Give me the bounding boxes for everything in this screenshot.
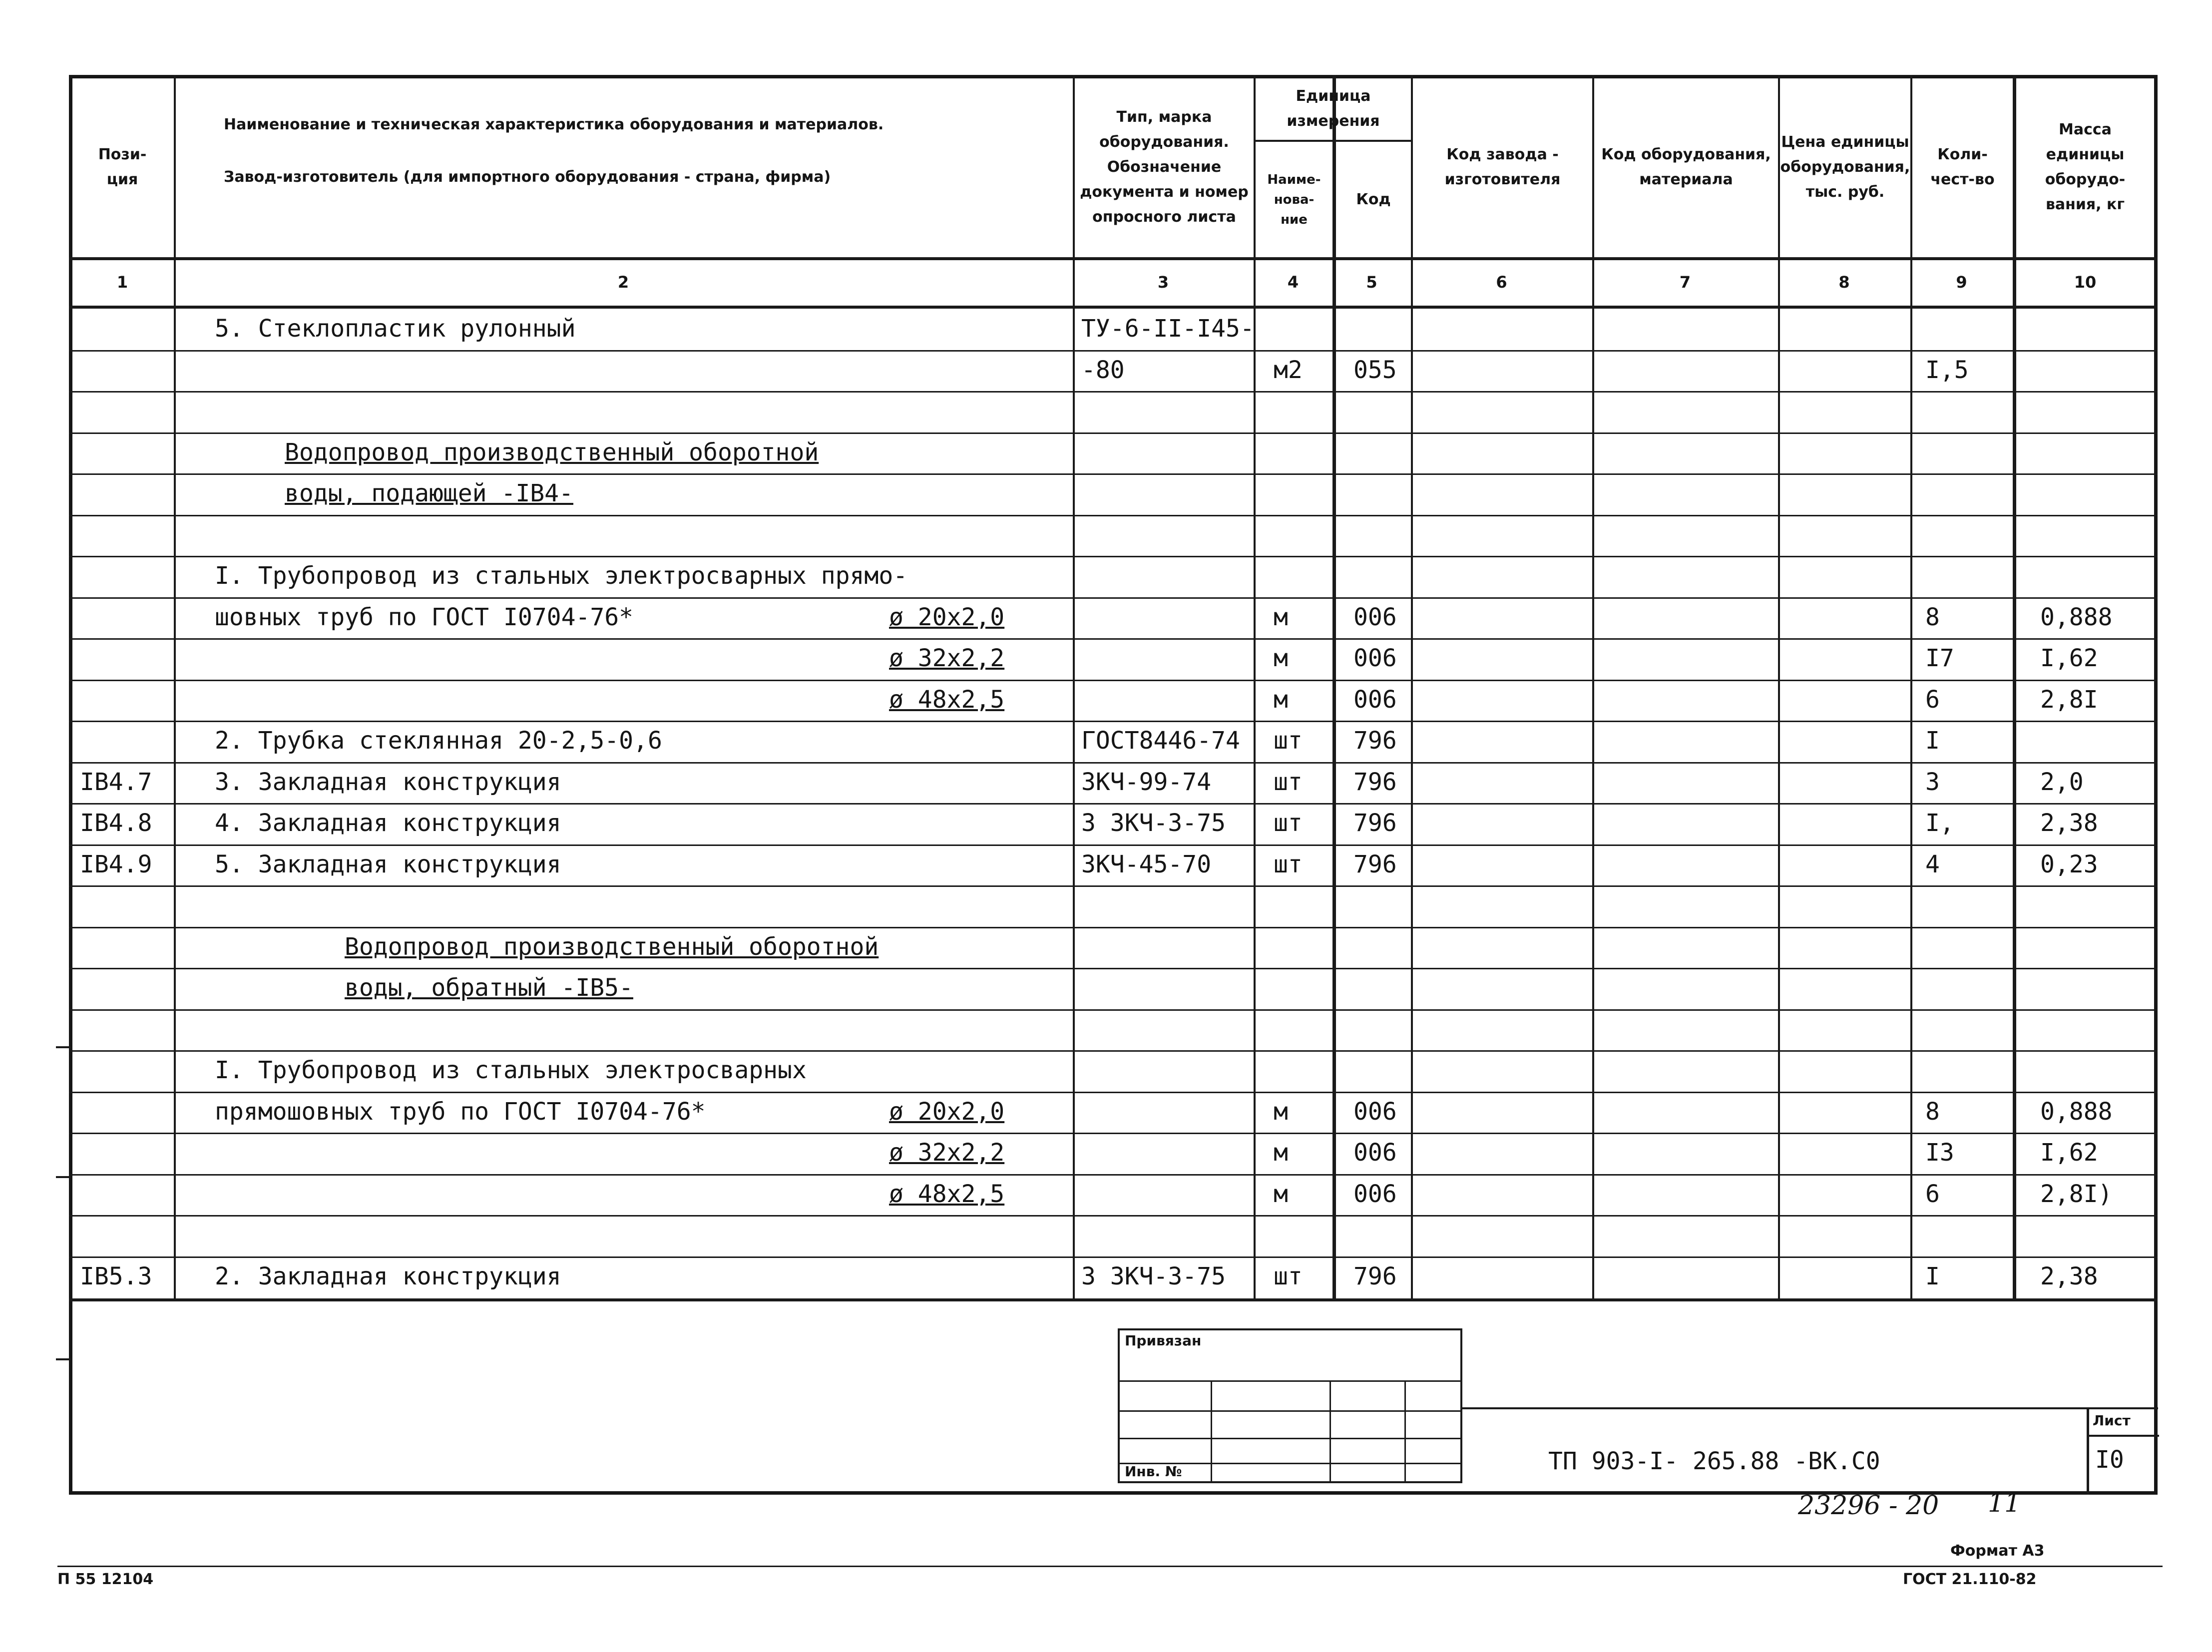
- header-material-code: Код оборудования, материала: [1601, 146, 1771, 188]
- unit-cell: м: [1274, 1180, 1288, 1208]
- unit-cell: [1274, 473, 1331, 513]
- unit-cell: м: [1274, 603, 1288, 631]
- unit-cell: [1274, 968, 1331, 1008]
- document-cell: [1081, 597, 1251, 637]
- name-cell: [215, 680, 864, 720]
- document-cell: [1081, 680, 1251, 720]
- position-cell: [80, 885, 172, 925]
- code-cell: 006: [1353, 1139, 1397, 1167]
- quantity-cell: [1925, 515, 2010, 555]
- margin-tick: [56, 1176, 71, 1178]
- dimension-cell: ø 48x2,5: [889, 685, 1005, 714]
- name-cell: Водопровод производственный оборотной: [285, 438, 819, 466]
- bound-label: Привязан: [1125, 1332, 1202, 1349]
- dimension-cell: [889, 927, 1069, 967]
- unit-cell: [1274, 309, 1331, 349]
- code-cell: 006: [1353, 1097, 1397, 1126]
- document-cell: [1081, 885, 1251, 925]
- position-cell: [80, 473, 172, 513]
- document-cell: [1081, 968, 1251, 1008]
- unit-cell: шт: [1274, 768, 1303, 796]
- name-cell: 5. Стеклопластик рулонный: [215, 315, 576, 343]
- quantity-cell: [1925, 927, 2010, 967]
- document-cell: [1081, 1133, 1251, 1173]
- col-number: 7: [1679, 273, 1691, 292]
- unit-cell: шт: [1274, 727, 1303, 755]
- title-block-line: [1462, 1407, 2158, 1409]
- mass-cell: 2,8I: [2040, 685, 2098, 714]
- quantity-cell: 6: [1925, 1180, 1940, 1208]
- dimension-cell: [889, 803, 1069, 843]
- unit-cell: [1274, 391, 1331, 431]
- mass-cell: 2,38: [2040, 809, 2098, 837]
- header-manufacturer: Завод-изготовитель (для импортного оборудования - страна, фирма): [224, 168, 831, 186]
- mass-cell: 0,888: [2040, 1097, 2113, 1126]
- position-cell: [80, 968, 172, 1008]
- header-type: Тип, марка оборудования. Обозначение документа и номер опросного листа: [1080, 108, 1249, 226]
- mass-cell: [2040, 432, 2155, 472]
- name-cell: 2. Трубка стеклянная 20-2,5-0,6: [215, 727, 662, 755]
- dimension-cell: [889, 721, 1069, 761]
- header-position: Пози- ция: [98, 146, 147, 188]
- name-cell: I. Трубопровод из стальных электросварных: [215, 1056, 807, 1084]
- approval-stamp: [1118, 1328, 1462, 1483]
- unit-cell: шт: [1274, 1262, 1303, 1290]
- handwritten-number: 23296 - 20: [1798, 1491, 1939, 1521]
- unit-cell: м2: [1274, 356, 1303, 384]
- position-cell: [80, 721, 172, 761]
- stamp-top-line: [69, 1298, 2158, 1301]
- unit-cell: [1274, 556, 1331, 596]
- dimension-cell: [889, 762, 1069, 802]
- mass-cell: [2040, 556, 2155, 596]
- col-number: 4: [1287, 273, 1299, 292]
- mass-cell: [2040, 309, 2155, 349]
- document-cell: 3 ЗКЧ-3-75: [1081, 1262, 1226, 1290]
- unit-cell: м: [1274, 644, 1288, 672]
- name-cell: [215, 350, 864, 390]
- code-cell: [1353, 1215, 1408, 1255]
- code-cell: [1353, 309, 1408, 349]
- quantity-cell: [1925, 968, 2010, 1008]
- dimension-cell: [889, 556, 1069, 596]
- name-cell: [215, 391, 864, 431]
- dimension-cell: [889, 844, 1069, 884]
- quantity-cell: I,: [1925, 809, 1954, 837]
- position-cell: [80, 309, 172, 349]
- quantity-cell: [1925, 885, 2010, 925]
- unit-cell: шт: [1274, 850, 1303, 878]
- mass-cell: [2040, 350, 2155, 390]
- code-cell: [1353, 885, 1408, 925]
- document-cell: [1081, 927, 1251, 967]
- position-cell: IB4.8: [80, 809, 152, 837]
- footer-code: П 55 12104: [57, 1571, 154, 1588]
- code-cell: [1353, 1009, 1408, 1049]
- position-cell: [80, 1092, 172, 1132]
- dimension-cell: [889, 1050, 1069, 1090]
- dimension-cell: [889, 309, 1069, 349]
- document-cell: [1081, 1092, 1251, 1132]
- quantity-cell: I,5: [1925, 356, 1969, 384]
- dimension-cell: [889, 515, 1069, 555]
- header-plant-code: Код завода - изготовителя: [1444, 146, 1561, 188]
- format-label: Формат А3: [1950, 1542, 2045, 1560]
- name-cell: воды, подающей -IB4-: [285, 479, 573, 507]
- name-cell: воды, обратный -IB5-: [345, 974, 633, 1002]
- quantity-cell: I: [1925, 727, 1940, 755]
- document-cell: ГОСТ8446-74: [1081, 727, 1240, 755]
- code-cell: [1353, 1050, 1408, 1090]
- col-number: 6: [1496, 273, 1507, 292]
- document-cell: -80: [1081, 356, 1125, 384]
- position-cell: [80, 927, 172, 967]
- code-cell: 796: [1353, 727, 1397, 755]
- position-cell: [80, 515, 172, 555]
- code-cell: 796: [1353, 768, 1397, 796]
- dimension-cell: ø 32x2,2: [889, 1139, 1005, 1167]
- document-cell: [1081, 473, 1251, 513]
- dimension-cell: [889, 968, 1069, 1008]
- position-cell: [80, 556, 172, 596]
- mass-cell: I,62: [2040, 644, 2098, 672]
- code-cell: [1353, 391, 1408, 431]
- header-quantity: Коли-чест-во: [1930, 146, 1995, 188]
- quantity-cell: I7: [1925, 644, 1954, 672]
- mass-cell: [2040, 721, 2155, 761]
- document-cell: [1081, 1174, 1251, 1214]
- unit-cell: [1274, 885, 1331, 925]
- mass-cell: 2,38: [2040, 1262, 2098, 1290]
- document-cell: [1081, 1215, 1251, 1255]
- name-cell: [215, 1215, 864, 1255]
- code-cell: 006: [1353, 1180, 1397, 1208]
- code-cell: [1353, 968, 1408, 1008]
- mass-cell: [2040, 885, 2155, 925]
- name-cell: [215, 515, 864, 555]
- dimension-cell: [889, 1215, 1069, 1255]
- position-cell: [80, 1009, 172, 1049]
- sheet-number: I0: [2095, 1446, 2124, 1474]
- name-cell: 2. Закладная конструкция: [215, 1262, 561, 1290]
- document-cell: ТУ-6-II-I45-: [1081, 315, 1255, 343]
- code-cell: [1353, 515, 1408, 555]
- mass-cell: [2040, 473, 2155, 513]
- position-cell: [80, 1215, 172, 1255]
- document-cell: [1081, 556, 1251, 596]
- dimension-cell: [889, 1256, 1069, 1296]
- code-cell: [1353, 556, 1408, 596]
- unit-group-line: [1254, 140, 1411, 142]
- quantity-cell: [1925, 309, 2010, 349]
- quantity-cell: [1925, 1009, 2010, 1049]
- header-bottom-line: [69, 257, 2158, 260]
- dimension-cell: [889, 1009, 1069, 1049]
- unit-cell: м: [1274, 1097, 1288, 1126]
- code-cell: [1353, 432, 1408, 472]
- margin-tick: [56, 1358, 71, 1360]
- position-cell: [80, 1133, 172, 1173]
- mass-cell: 2,0: [2040, 768, 2084, 796]
- position-cell: [80, 1174, 172, 1214]
- unit-cell: [1274, 1050, 1331, 1090]
- quantity-cell: [1925, 391, 2010, 431]
- mass-cell: [2040, 1009, 2155, 1049]
- document-code: ТП 903-I- 265.88 -ВК.С0: [1548, 1447, 1880, 1475]
- document-cell: [1081, 391, 1251, 431]
- document-cell: [1081, 1050, 1251, 1090]
- quantity-cell: [1925, 556, 2010, 596]
- unit-cell: [1274, 432, 1331, 472]
- code-cell: 796: [1353, 850, 1397, 878]
- mass-cell: [2040, 968, 2155, 1008]
- document-cell: [1081, 1009, 1251, 1049]
- quantity-cell: [1925, 1050, 2010, 1090]
- code-cell: 796: [1353, 809, 1397, 837]
- mass-cell: 2,8I): [2040, 1180, 2113, 1208]
- col-number: 2: [617, 273, 629, 292]
- document-cell: 3 ЗКЧ-3-75: [1081, 809, 1226, 837]
- mass-cell: [2040, 391, 2155, 431]
- name-cell: [215, 1174, 864, 1214]
- document-cell: [1081, 638, 1251, 678]
- name-cell: прямошовных труб по ГОСТ I0704-76*: [215, 1097, 706, 1126]
- name-cell: [215, 1133, 864, 1173]
- quantity-cell: 8: [1925, 603, 1940, 631]
- name-cell: [215, 885, 864, 925]
- position-cell: IB4.9: [80, 850, 152, 878]
- name-cell: 3. Закладная конструкция: [215, 768, 561, 796]
- code-cell: 796: [1353, 1262, 1397, 1290]
- code-cell: [1353, 927, 1408, 967]
- position-cell: [80, 638, 172, 678]
- name-cell: шовных труб по ГОСТ I0704-76*: [215, 603, 634, 631]
- mass-cell: [2040, 927, 2155, 967]
- name-cell: I. Трубопровод из стальных электросварных прямо-: [215, 562, 908, 590]
- code-cell: 055: [1353, 356, 1397, 384]
- position-cell: [80, 432, 172, 472]
- unit-cell: шт: [1274, 809, 1303, 837]
- name-cell: 5. Закладная конструкция: [215, 850, 561, 878]
- header-unit-group: Единица измерения: [1287, 87, 1380, 130]
- quantity-cell: [1925, 473, 2010, 513]
- document-cell: [1081, 515, 1251, 555]
- quantity-cell: 8: [1925, 1097, 1940, 1126]
- code-cell: [1353, 473, 1408, 513]
- dimension-cell: [889, 473, 1069, 513]
- header-unit-code: Код: [1356, 191, 1391, 208]
- col-number: 10: [2074, 273, 2097, 292]
- quantity-cell: [1925, 432, 2010, 472]
- dimension-cell: [889, 432, 1069, 472]
- unit-cell: м: [1274, 1139, 1288, 1167]
- col-number: 3: [1157, 273, 1169, 292]
- dimension-cell: [889, 350, 1069, 390]
- dimension-cell: ø 32x2,2: [889, 644, 1005, 672]
- quantity-cell: I: [1925, 1262, 1940, 1290]
- inventory-label: Инв. №: [1125, 1463, 1182, 1480]
- position-cell: [80, 597, 172, 637]
- position-cell: [80, 350, 172, 390]
- quantity-cell: 4: [1925, 850, 1940, 878]
- unit-cell: [1274, 1215, 1331, 1255]
- col-number: 8: [1838, 273, 1850, 292]
- position-cell: IB5.3: [80, 1262, 152, 1290]
- document-cell: ЗКЧ-99-74: [1081, 768, 1212, 796]
- sheet-label: Лист: [2093, 1412, 2131, 1429]
- mass-cell: [2040, 515, 2155, 555]
- position-cell: [80, 1050, 172, 1090]
- dimension-cell: ø 20x2,0: [889, 1097, 1005, 1126]
- dimension-cell: ø 48x2,5: [889, 1180, 1005, 1208]
- mass-cell: 0,888: [2040, 603, 2113, 631]
- margin-tick: [56, 1046, 71, 1048]
- mass-cell: [2040, 1215, 2155, 1255]
- col-number: 9: [1956, 273, 1967, 292]
- document-cell: [1081, 432, 1251, 472]
- unit-cell: [1274, 927, 1331, 967]
- code-cell: 006: [1353, 644, 1397, 672]
- unit-cell: [1274, 515, 1331, 555]
- mass-cell: I,62: [2040, 1139, 2098, 1167]
- col-number: 1: [116, 273, 128, 292]
- gost-label: ГОСТ 21.110-82: [1903, 1571, 2037, 1588]
- mass-cell: [2040, 1050, 2155, 1090]
- position-cell: [80, 391, 172, 431]
- header-price: Цена единицы оборудования, тыс. руб.: [1780, 133, 1910, 201]
- position-cell: [80, 680, 172, 720]
- name-cell: 4. Закладная конструкция: [215, 809, 561, 837]
- col-number: 5: [1366, 273, 1377, 292]
- name-cell: Водопровод производственный оборотной: [345, 932, 879, 961]
- header-unit-name: Наиме-нова-ние: [1267, 172, 1321, 227]
- header-name: Наименование и техническая характеристика оборудования и материалов.: [224, 116, 884, 133]
- code-cell: 006: [1353, 685, 1397, 714]
- mass-cell: 0,23: [2040, 850, 2098, 878]
- quantity-cell: [1925, 1215, 2010, 1255]
- dimension-cell: ø 20x2,0: [889, 603, 1005, 631]
- unit-cell: [1274, 1009, 1331, 1049]
- dimension-cell: [889, 391, 1069, 431]
- quantity-cell: I3: [1925, 1139, 1954, 1167]
- handwritten-page: 11: [1988, 1488, 2021, 1518]
- quantity-cell: 3: [1925, 768, 1940, 796]
- position-cell: IB4.7: [80, 768, 152, 796]
- quantity-cell: 6: [1925, 685, 1940, 714]
- name-cell: [215, 1009, 864, 1049]
- document-cell: ЗКЧ-45-70: [1081, 850, 1212, 878]
- unit-cell: м: [1274, 685, 1288, 714]
- header-mass: Масса единицы оборудо-вания, кг: [2045, 121, 2126, 213]
- footer-line: [57, 1566, 2163, 1567]
- code-cell: 006: [1353, 603, 1397, 631]
- dimension-cell: [889, 885, 1069, 925]
- name-cell: [215, 638, 864, 678]
